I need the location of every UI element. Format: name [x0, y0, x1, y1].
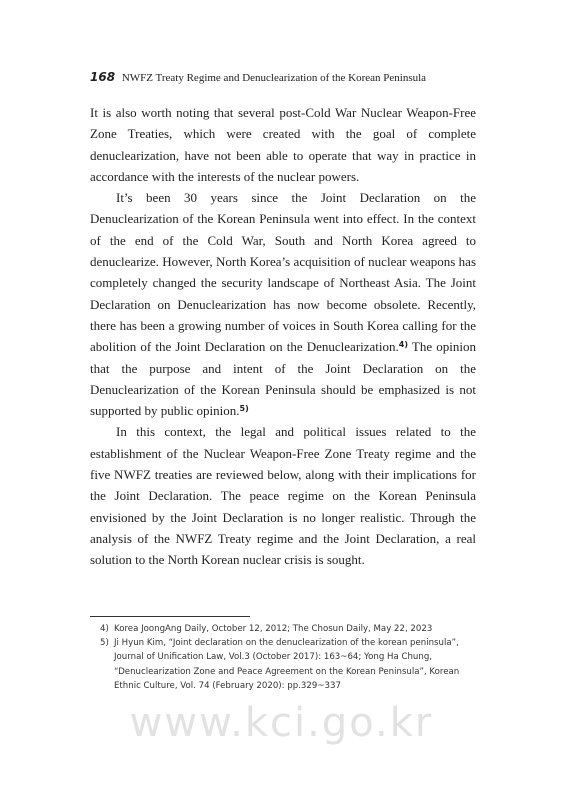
footnote-divider	[90, 616, 250, 617]
footnote-ref-4[interactable]: 4)	[398, 340, 409, 350]
running-title: NWFZ Treaty Regime and Denuclearization of the Korean Peninsula	[121, 72, 427, 84]
footnote-text: Ji Hyun Kim, “Joint declaration on the denuclearization of the korean peninsula”, Journal of Unification Law, Vol.3 (October 2017): 163~64; Yong Ha Chung, “Denuclearization Zone and Peace Agreement on the Korean Peninsula”, Korean Ethnic Culture, Vol. 74 (February 2020): pp.329~337	[114, 638, 460, 691]
footnote-number: 5)	[100, 638, 109, 649]
paragraph-3: In this context, the legal and political issues related to the establishment of the Nuclear Weapon-Free Zone Treaty regime and the five NWFZ treaties are reviewed below, along with their implications for the Joint Declaration. The peace regime on the Korean Peninsula envisioned by the Joint Declaration is no longer realistic. Through the analysis of the NWFZ Treaty regime and the Joint Declaration, a real solution to the North Korean nuclear crisis is sought.	[90, 424, 476, 568]
body-text	[90, 102, 476, 571]
running-header	[90, 70, 426, 84]
page-number: 168	[90, 70, 116, 84]
footnote-ref-5[interactable]: 5)	[239, 404, 249, 414]
paragraph-2-part-b: The opinion that the purpose and intent of the Joint Declaration on the Denuclearization of the Korean Peninsula should be emphasized is not supported by public opinion.	[90, 339, 477, 419]
watermark: www.kci.go.kr	[129, 700, 434, 746]
paragraph-2-part-a: It’s been 30 years since the Joint Declaration on the Denuclearization of the Korean Peninsula went into effect. In the context of the end of the Cold War, South and North Korea agreed to denuclearize. However, North Korea’s acquisition of nuclear weapons has completely changed the security landscape of Northeast Asia. The Joint Declaration on Denuclearization has now become obsolete. Recently, there has been a growing number of voices in South Korea calling for the abolition of the Joint Declaration on the Denuclearization.	[90, 190, 476, 355]
paragraph-2	[90, 187, 476, 421]
footnotes	[90, 622, 476, 693]
footnote-number: 4)	[100, 624, 109, 634]
footnote-5	[90, 636, 476, 693]
footnote-text: Korea JoongAng Daily, October 12, 2012; The Chosun Daily, May 22, 2023	[114, 624, 433, 634]
paragraph-1: It is also worth noting that several post-Cold War Nuclear Weapon-Free Zone Treaties, which were created with the goal of complete denuclearization, have not been able to operate that way in practice in accordance with the interests of the nuclear powers.	[90, 105, 476, 184]
footnote-4	[90, 622, 476, 636]
